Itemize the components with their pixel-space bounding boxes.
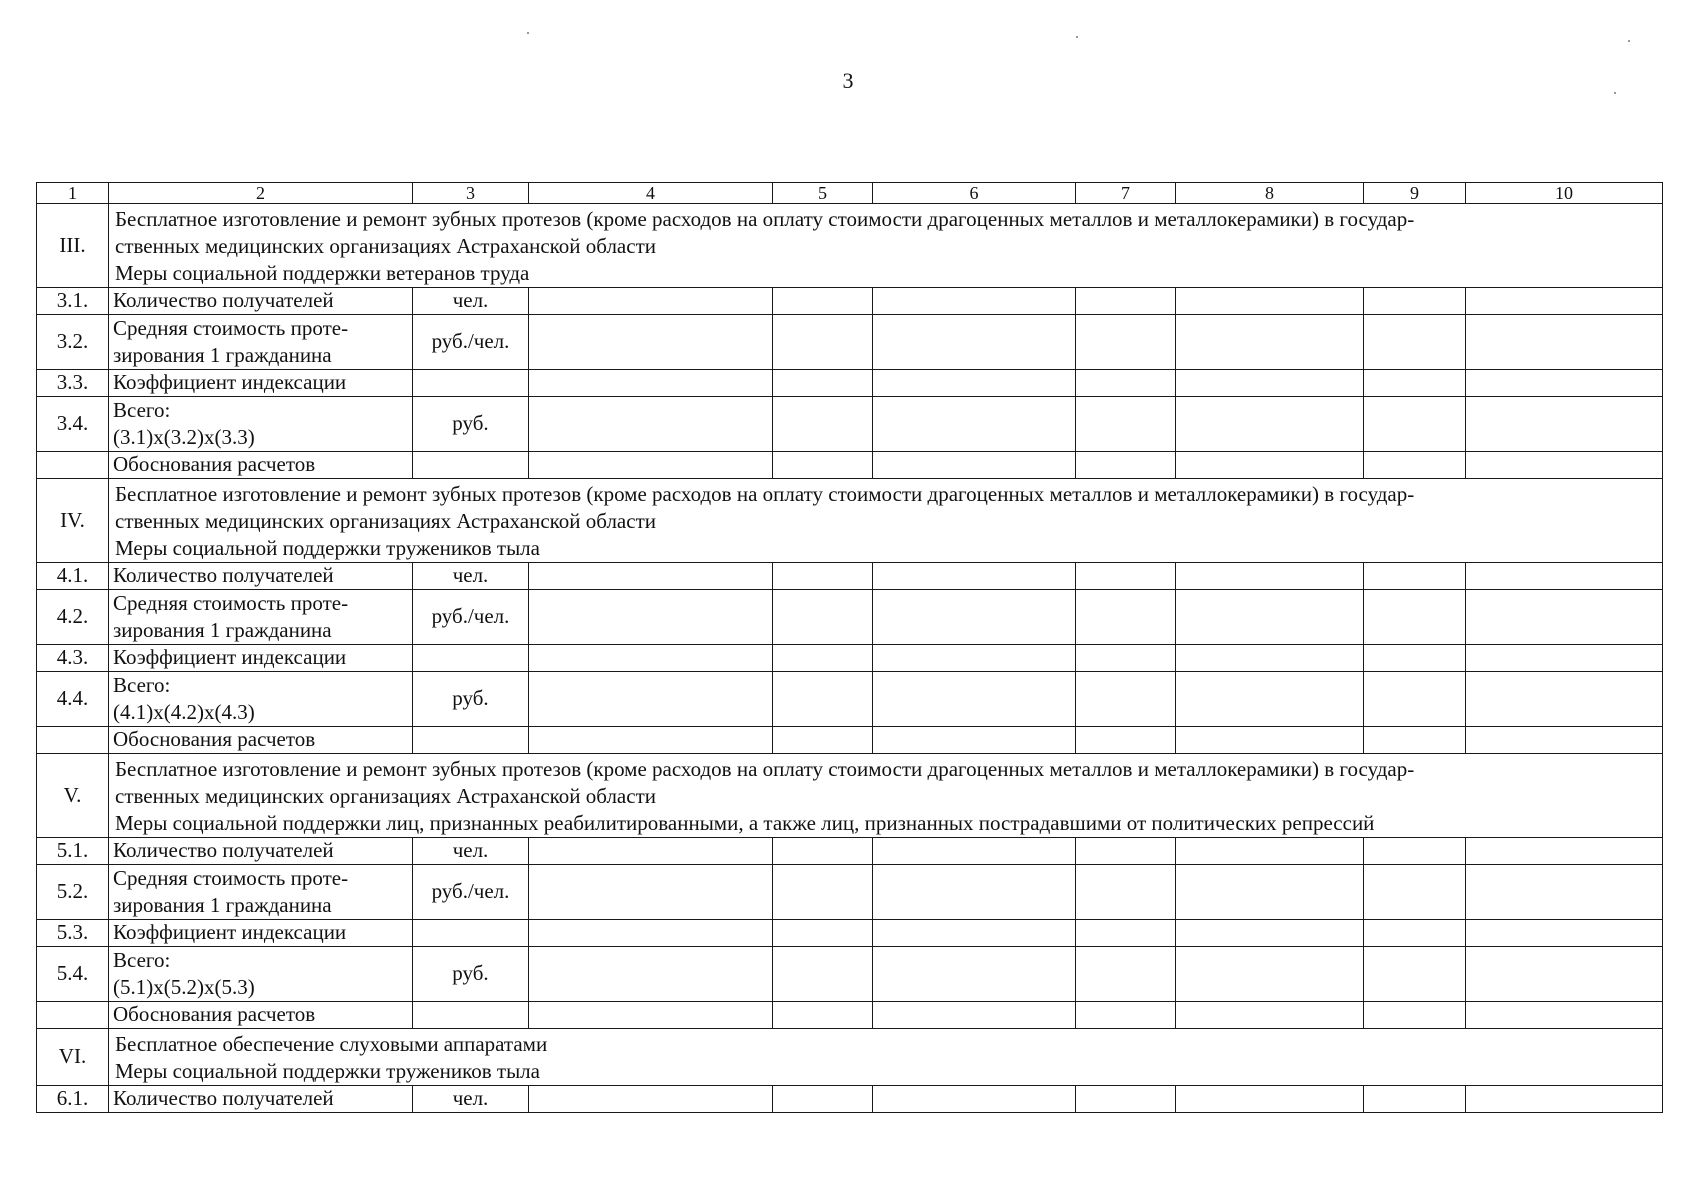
value-cell[interactable]: [1176, 672, 1364, 727]
row-label: [109, 920, 413, 947]
section-title-line: Меры социальной поддержки лиц, признанных реабилитированными, а также лиц, признанных пострадавшими от политических репрессий: [115, 811, 1375, 835]
value-cell[interactable]: [1364, 288, 1466, 315]
column-number-cell: 7: [1076, 183, 1176, 204]
table-row: [37, 397, 1663, 452]
value-cell[interactable]: [1076, 315, 1176, 370]
section-number: V.: [37, 754, 109, 838]
value-cell[interactable]: [773, 727, 873, 754]
section-title: [109, 204, 1663, 288]
row-number: [37, 727, 109, 754]
row-unit: [413, 645, 529, 672]
value-cell[interactable]: [873, 288, 1076, 315]
value-cell[interactable]: [873, 452, 1076, 479]
row-label-line: (4.1)х(4.2)х(4.3): [113, 700, 255, 724]
value-cell[interactable]: [1466, 452, 1663, 479]
value-cell[interactable]: [1176, 947, 1364, 1002]
value-cell[interactable]: [773, 563, 873, 590]
section-title-line: Меры социальной поддержки тружеников тыла: [115, 1059, 540, 1083]
section-title: [109, 1029, 1663, 1086]
value-cell[interactable]: [529, 288, 773, 315]
row-unit: [413, 1002, 529, 1029]
value-cell[interactable]: [529, 1086, 773, 1113]
row-unit: [413, 452, 529, 479]
value-cell[interactable]: [529, 838, 773, 865]
row-number: 4.4.: [37, 672, 109, 727]
value-cell[interactable]: [1466, 590, 1663, 645]
value-cell[interactable]: [529, 590, 773, 645]
row-label: [109, 452, 413, 479]
value-cell[interactable]: [1176, 865, 1364, 920]
value-cell[interactable]: [1466, 838, 1663, 865]
section-number: III.: [37, 204, 109, 288]
value-cell[interactable]: [873, 672, 1076, 727]
section-title-line: ственных медицинских организациях Астраханской области: [115, 509, 656, 533]
row-label: [109, 645, 413, 672]
column-number-cell: 6: [873, 183, 1076, 204]
value-cell[interactable]: [1466, 645, 1663, 672]
row-number: [37, 1002, 109, 1029]
value-cell[interactable]: [873, 563, 1076, 590]
row-label: [109, 672, 413, 727]
section-heading-row: [37, 754, 1663, 838]
section-title-line: ственных медицинских организациях Астраханской области: [115, 784, 656, 808]
value-cell[interactable]: [1364, 920, 1466, 947]
row-label-line: Коэффициент индексации: [113, 920, 347, 945]
value-cell[interactable]: [1176, 1086, 1364, 1113]
row-label-line: Количество получателей: [113, 838, 334, 863]
table-row: [37, 315, 1663, 370]
row-unit: [413, 727, 529, 754]
row-label-line: Коэффициент индексации: [113, 370, 347, 395]
value-cell[interactable]: [873, 590, 1076, 645]
section-title-line: Бесплатное изготовление и ремонт зубных протезов (кроме расходов на оплату стоимости драгоценных металлов и металлокерамики) в государ-: [115, 757, 1415, 781]
value-cell[interactable]: [873, 397, 1076, 452]
row-label: [109, 865, 413, 920]
value-cell[interactable]: [1176, 288, 1364, 315]
row-label-line: Всего:: [113, 673, 171, 697]
value-cell[interactable]: [1176, 1002, 1364, 1029]
value-cell[interactable]: [873, 370, 1076, 397]
value-cell[interactable]: [1076, 865, 1176, 920]
value-cell[interactable]: [1364, 672, 1466, 727]
value-cell[interactable]: [1176, 397, 1364, 452]
scan-speck: [1614, 92, 1616, 94]
value-cell[interactable]: [529, 397, 773, 452]
row-label: [109, 1002, 413, 1029]
row-unit: руб.: [413, 947, 529, 1002]
row-label: [109, 315, 413, 370]
value-cell[interactable]: [1364, 727, 1466, 754]
row-label-line: Средняя стоимость проте-: [113, 866, 349, 890]
row-label-line: Обоснования расчетов: [113, 1002, 316, 1027]
value-cell[interactable]: [773, 1086, 873, 1113]
value-cell[interactable]: [1364, 865, 1466, 920]
column-number-cell: 8: [1176, 183, 1364, 204]
value-cell[interactable]: [773, 920, 873, 947]
column-number-cell: 4: [529, 183, 773, 204]
row-number: 3.4.: [37, 397, 109, 452]
row-label: [109, 288, 413, 315]
column-number-cell: 9: [1364, 183, 1466, 204]
row-number: 4.1.: [37, 563, 109, 590]
value-cell[interactable]: [529, 1002, 773, 1029]
value-cell[interactable]: [529, 452, 773, 479]
section-title-line: Бесплатное изготовление и ремонт зубных протезов (кроме расходов на оплату стоимости драгоценных металлов и металлокерамики) в государ-: [115, 207, 1415, 231]
row-number: 6.1.: [37, 1086, 109, 1113]
row-label-line: (3.1)х(3.2)х(3.3): [113, 425, 255, 449]
row-unit: руб./чел.: [413, 865, 529, 920]
row-number: 5.3.: [37, 920, 109, 947]
value-cell[interactable]: [1176, 452, 1364, 479]
row-label-line: Всего:: [113, 398, 171, 422]
row-label-line: Коэффициент индексации: [113, 645, 347, 670]
table-row: [37, 590, 1663, 645]
section-title-line: Меры социальной поддержки ветеранов труда: [115, 261, 530, 285]
row-label-line: Средняя стоимость проте-: [113, 316, 349, 340]
row-label-line: зирования 1 гражданина: [113, 343, 332, 367]
row-label: [109, 1086, 413, 1113]
row-label: [109, 563, 413, 590]
row-label: [109, 370, 413, 397]
value-cell[interactable]: [1466, 288, 1663, 315]
row-label-line: Обоснования расчетов: [113, 727, 316, 752]
value-cell[interactable]: [1466, 727, 1663, 754]
row-label-line: Количество получателей: [113, 563, 334, 588]
value-cell[interactable]: [1076, 645, 1176, 672]
value-cell[interactable]: [1364, 838, 1466, 865]
row-number: 3.1.: [37, 288, 109, 315]
section-number: VI.: [37, 1029, 109, 1086]
row-label: [109, 397, 413, 452]
value-cell[interactable]: [773, 838, 873, 865]
value-cell[interactable]: [1364, 645, 1466, 672]
table-row: [37, 452, 1663, 479]
table-row: [37, 288, 1663, 315]
value-cell[interactable]: [1466, 1086, 1663, 1113]
value-cell[interactable]: [873, 645, 1076, 672]
table-row: [37, 645, 1663, 672]
value-cell[interactable]: [1076, 1002, 1176, 1029]
section-heading-row: [37, 479, 1663, 563]
row-number: [37, 452, 109, 479]
table-row: [37, 947, 1663, 1002]
row-unit: чел.: [413, 1086, 529, 1113]
table-row: [37, 920, 1663, 947]
value-cell[interactable]: [1466, 947, 1663, 1002]
row-unit: руб.: [413, 397, 529, 452]
value-cell[interactable]: [529, 727, 773, 754]
value-cell[interactable]: [1364, 590, 1466, 645]
value-cell[interactable]: [873, 947, 1076, 1002]
value-cell[interactable]: [773, 370, 873, 397]
value-cell[interactable]: [529, 672, 773, 727]
value-cell[interactable]: [1466, 563, 1663, 590]
value-cell[interactable]: [1076, 563, 1176, 590]
value-cell[interactable]: [1076, 370, 1176, 397]
table-row: [37, 838, 1663, 865]
value-cell[interactable]: [529, 315, 773, 370]
row-label: [109, 838, 413, 865]
row-label-line: Количество получателей: [113, 1086, 334, 1111]
row-unit: руб.: [413, 672, 529, 727]
value-cell[interactable]: [529, 947, 773, 1002]
table-row: [37, 1086, 1663, 1113]
value-cell[interactable]: [1364, 315, 1466, 370]
value-cell[interactable]: [529, 370, 773, 397]
section-heading-row: [37, 1029, 1663, 1086]
row-number: 4.2.: [37, 590, 109, 645]
row-number: 5.4.: [37, 947, 109, 1002]
column-number-row: [37, 183, 1663, 204]
budget-table: [36, 182, 1663, 1113]
value-cell[interactable]: [1076, 590, 1176, 645]
value-cell[interactable]: [529, 645, 773, 672]
value-cell[interactable]: [1076, 920, 1176, 947]
row-unit: руб./чел.: [413, 315, 529, 370]
value-cell[interactable]: [773, 672, 873, 727]
value-cell[interactable]: [873, 727, 1076, 754]
value-cell[interactable]: [873, 838, 1076, 865]
column-number-cell: 2: [109, 183, 413, 204]
value-cell[interactable]: [873, 315, 1076, 370]
row-unit: [413, 370, 529, 397]
value-cell[interactable]: [1364, 397, 1466, 452]
row-unit: чел.: [413, 288, 529, 315]
row-number: 5.1.: [37, 838, 109, 865]
value-cell[interactable]: [1466, 672, 1663, 727]
row-label-line: Средняя стоимость проте-: [113, 591, 349, 615]
section-title-line: Бесплатное обеспечение слуховыми аппаратами: [115, 1032, 548, 1056]
value-cell[interactable]: [873, 1002, 1076, 1029]
value-cell[interactable]: [1176, 563, 1364, 590]
value-cell[interactable]: [1076, 727, 1176, 754]
section-title-line: Бесплатное изготовление и ремонт зубных протезов (кроме расходов на оплату стоимости драгоценных металлов и металлокерамики) в государ-: [115, 482, 1415, 506]
row-label: [109, 947, 413, 1002]
value-cell[interactable]: [1076, 397, 1176, 452]
value-cell[interactable]: [1176, 590, 1364, 645]
section-title-line: ственных медицинских организациях Астраханской области: [115, 234, 656, 258]
value-cell[interactable]: [1176, 838, 1364, 865]
value-cell[interactable]: [1466, 370, 1663, 397]
row-unit: [413, 920, 529, 947]
table-row: [37, 865, 1663, 920]
table-row: [37, 563, 1663, 590]
value-cell[interactable]: [873, 920, 1076, 947]
table-row: [37, 370, 1663, 397]
table-row: [37, 672, 1663, 727]
value-cell[interactable]: [773, 590, 873, 645]
column-number-cell: 5: [773, 183, 873, 204]
column-number-cell: 1: [37, 183, 109, 204]
row-label: [109, 590, 413, 645]
page-number: 3: [842, 68, 854, 93]
value-cell[interactable]: [1466, 397, 1663, 452]
row-label-line: Количество получателей: [113, 288, 334, 313]
section-title: [109, 754, 1663, 838]
value-cell[interactable]: [1076, 672, 1176, 727]
value-cell[interactable]: [773, 865, 873, 920]
section-number: IV.: [37, 479, 109, 563]
row-label-line: Обоснования расчетов: [113, 452, 316, 477]
scan-speck: [1628, 40, 1630, 42]
value-cell[interactable]: [773, 397, 873, 452]
value-cell[interactable]: [1176, 920, 1364, 947]
value-cell[interactable]: [529, 563, 773, 590]
section-heading-row: [37, 204, 1663, 288]
row-unit: чел.: [413, 563, 529, 590]
value-cell[interactable]: [873, 865, 1076, 920]
value-cell[interactable]: [1364, 452, 1466, 479]
value-cell[interactable]: [1176, 645, 1364, 672]
table-row: [37, 727, 1663, 754]
value-cell[interactable]: [1364, 370, 1466, 397]
row-unit: руб./чел.: [413, 590, 529, 645]
value-cell[interactable]: [773, 1002, 873, 1029]
row-number: 3.3.: [37, 370, 109, 397]
row-number: 5.2.: [37, 865, 109, 920]
value-cell[interactable]: [773, 315, 873, 370]
value-cell[interactable]: [1176, 370, 1364, 397]
value-cell[interactable]: [773, 947, 873, 1002]
value-cell[interactable]: [1176, 315, 1364, 370]
value-cell[interactable]: [873, 1086, 1076, 1113]
value-cell[interactable]: [1076, 1086, 1176, 1113]
value-cell[interactable]: [1466, 315, 1663, 370]
value-cell[interactable]: [529, 865, 773, 920]
row-number: 3.2.: [37, 315, 109, 370]
row-number: 4.3.: [37, 645, 109, 672]
section-title: [109, 479, 1663, 563]
value-cell[interactable]: [1076, 947, 1176, 1002]
value-cell[interactable]: [1076, 288, 1176, 315]
row-label-line: зирования 1 гражданина: [113, 893, 332, 917]
value-cell[interactable]: [1176, 727, 1364, 754]
value-cell[interactable]: [1466, 865, 1663, 920]
scan-speck: [527, 32, 529, 34]
value-cell[interactable]: [773, 288, 873, 315]
column-number-cell: 3: [413, 183, 529, 204]
row-label-line: (5.1)х(5.2)х(5.3): [113, 975, 255, 999]
table-row: [37, 1002, 1663, 1029]
value-cell[interactable]: [1466, 1002, 1663, 1029]
row-unit: чел.: [413, 838, 529, 865]
value-cell[interactable]: [1076, 838, 1176, 865]
section-title-line: Меры социальной поддержки тружеников тыла: [115, 536, 540, 560]
value-cell[interactable]: [529, 920, 773, 947]
row-label: [109, 727, 413, 754]
row-label-line: Всего:: [113, 948, 171, 972]
value-cell[interactable]: [1364, 947, 1466, 1002]
value-cell[interactable]: [1364, 1086, 1466, 1113]
column-number-cell: 10: [1466, 183, 1663, 204]
value-cell[interactable]: [1466, 920, 1663, 947]
row-label-line: зирования 1 гражданина: [113, 618, 332, 642]
value-cell[interactable]: [1364, 563, 1466, 590]
value-cell[interactable]: [773, 452, 873, 479]
value-cell[interactable]: [1076, 452, 1176, 479]
value-cell[interactable]: [1364, 1002, 1466, 1029]
scan-speck: [1076, 36, 1078, 38]
value-cell[interactable]: [773, 645, 873, 672]
